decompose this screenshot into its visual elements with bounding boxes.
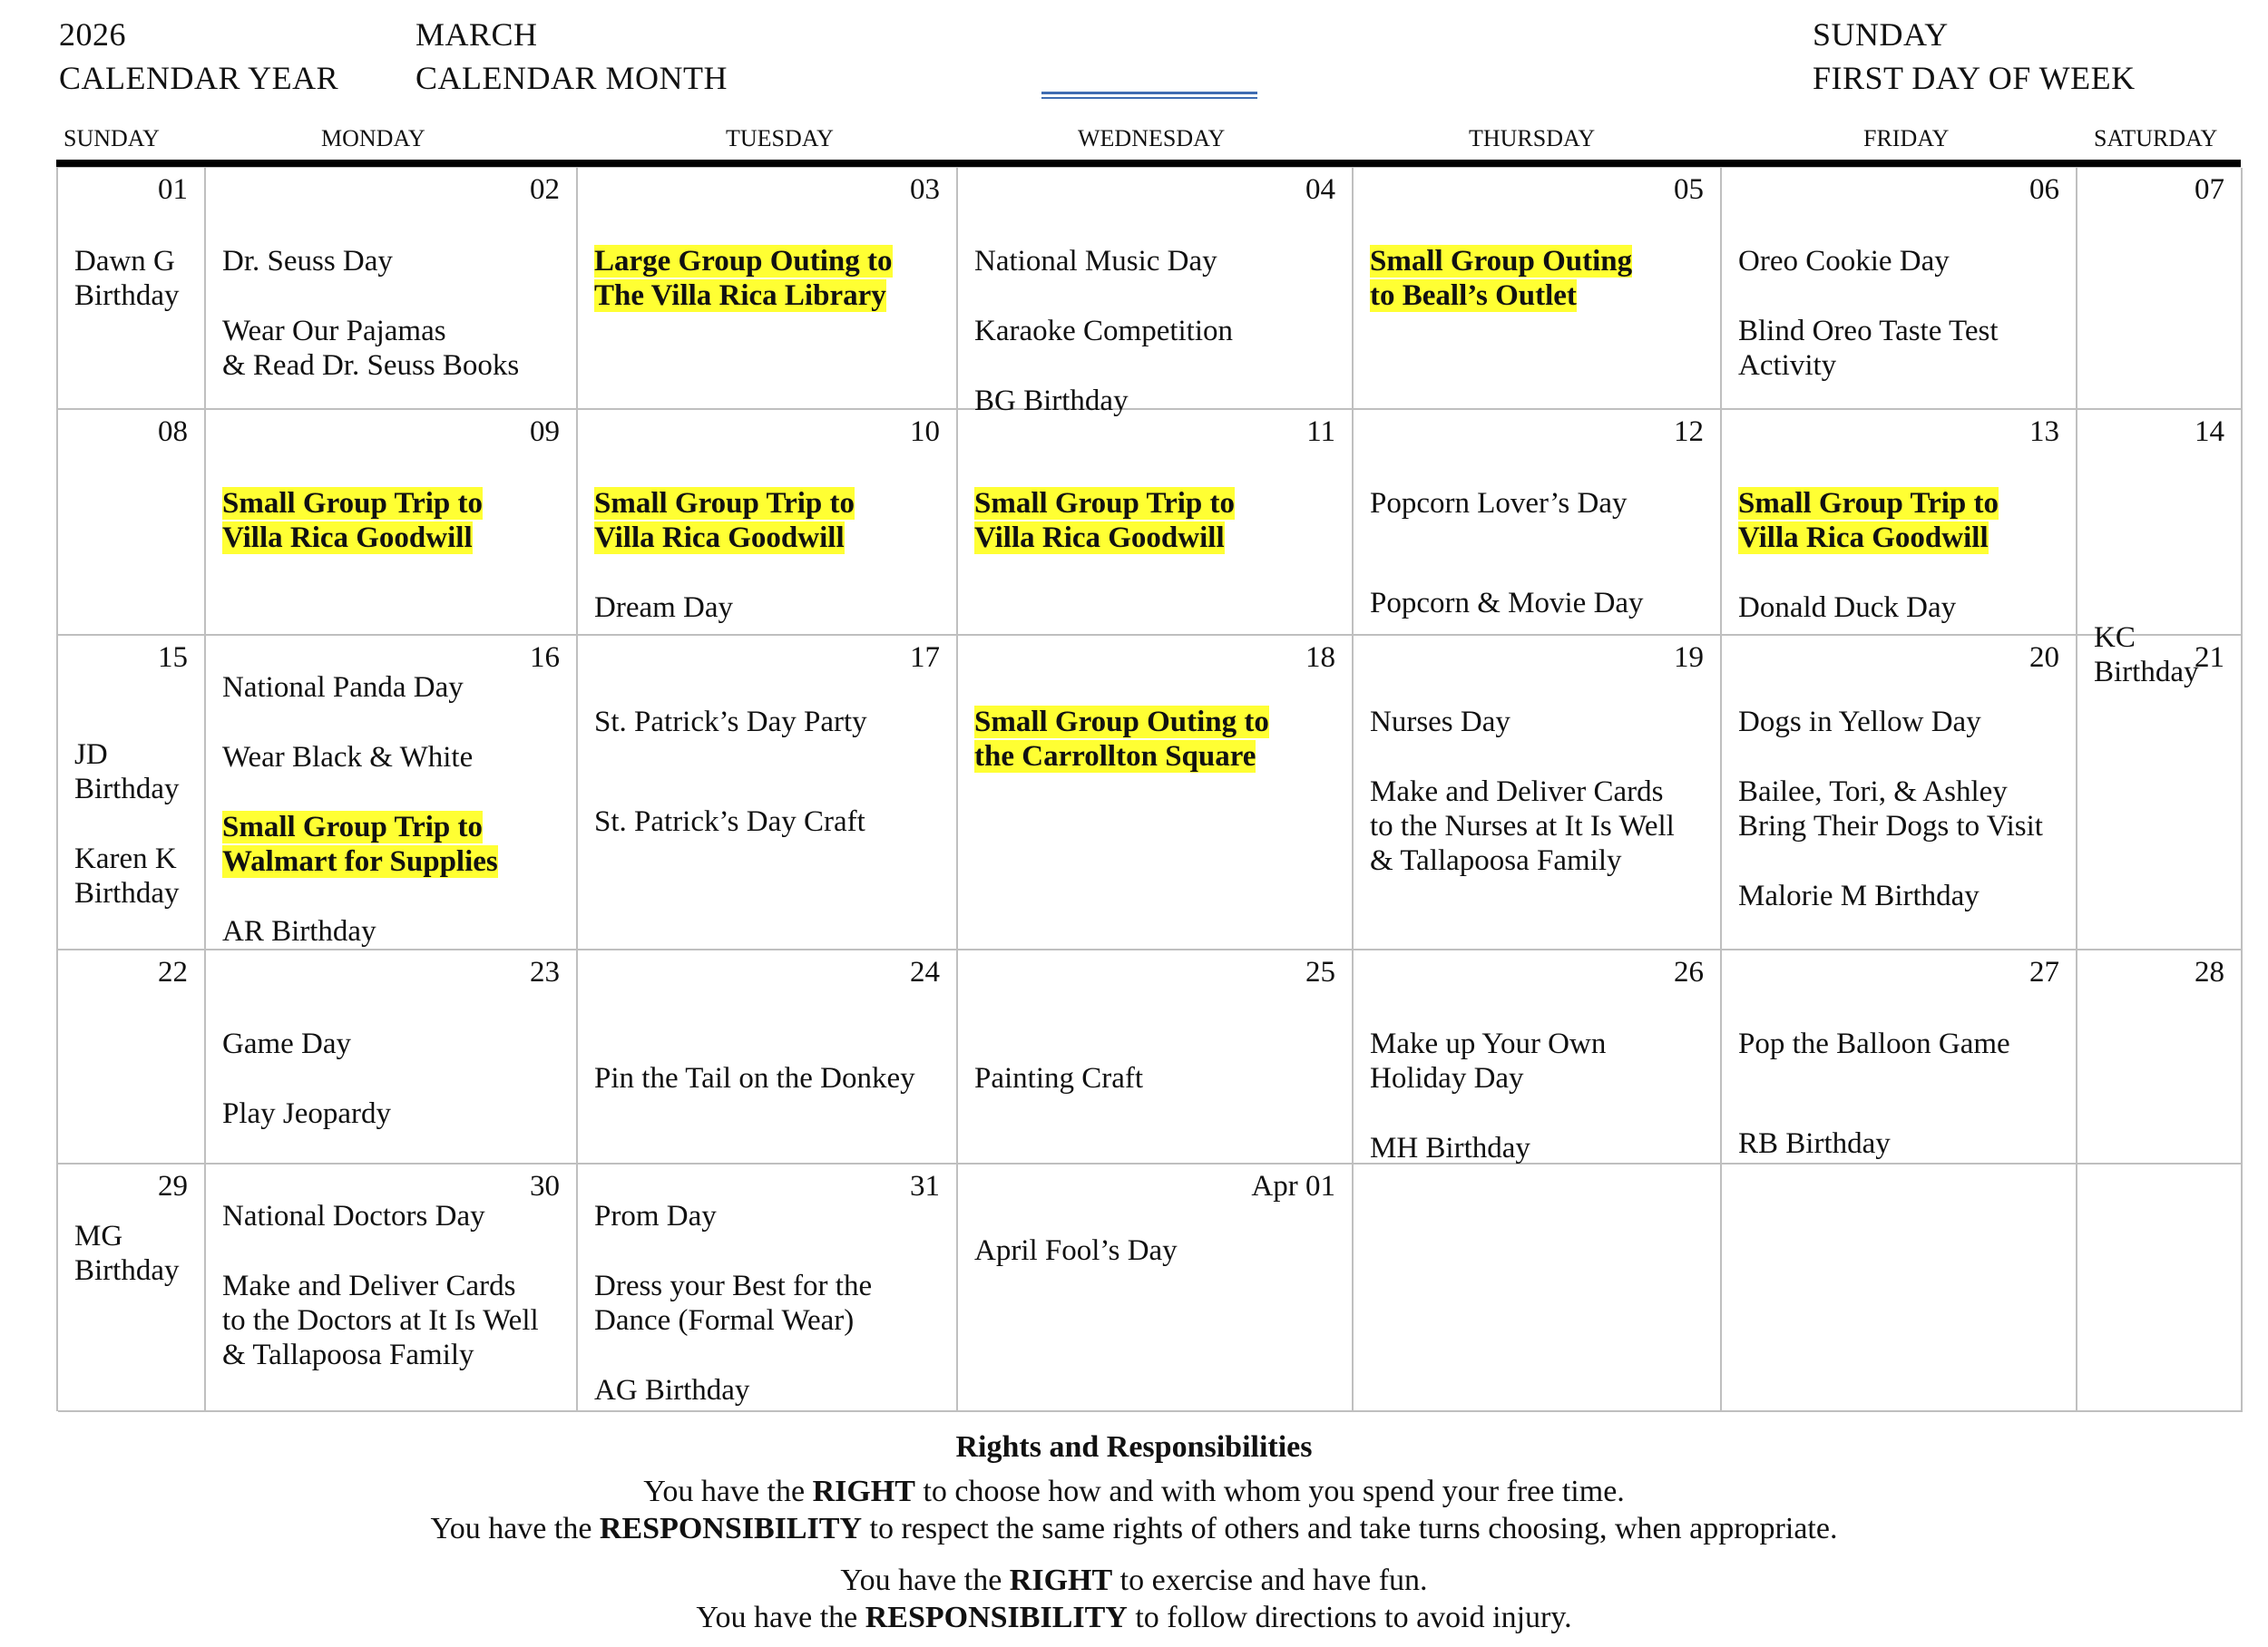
- month-label: CALENDAR MONTH: [415, 60, 728, 96]
- day-number: 30: [530, 1170, 560, 1203]
- event-text: Prom Day: [594, 1200, 717, 1233]
- year-value: 2026: [59, 16, 126, 53]
- day-events: [1370, 1027, 1711, 1165]
- event-text: Blind Oreo Taste Test Activity: [1738, 315, 1999, 382]
- event-text: JD Birthday: [74, 738, 180, 805]
- rights-line-text: to respect the same rights of others and take turns choosing, when appropriate.: [862, 1512, 1838, 1545]
- calendar-event: [222, 670, 567, 705]
- day-cell: [58, 636, 206, 950]
- calendar-event: [74, 842, 195, 911]
- day-number: 31: [910, 1170, 940, 1203]
- weekday-wednesday: WEDNESDAY: [1078, 125, 1226, 151]
- day-cell: [206, 168, 578, 410]
- event-text: Make and Deliver Cards to the Nurses at It Is Well & Tallapoosa Family: [1370, 775, 1675, 877]
- event-text: Karen K Birthday: [74, 843, 180, 910]
- event-text: Wear Our Pajamas & Read Dr. Seuss Books: [222, 315, 520, 382]
- day-events: [594, 1199, 947, 1408]
- day-number: 22: [158, 956, 188, 989]
- day-number: 19: [1674, 641, 1704, 674]
- day-cell: [958, 636, 1354, 950]
- calendar-event: [1370, 586, 1711, 620]
- event-text: Make up Your Own Holiday Day: [1370, 1028, 1607, 1095]
- day-number: 14: [2195, 415, 2224, 448]
- event-text: MG Birthday: [74, 1220, 180, 1287]
- event-text: Small Group Trip to Walmart for Supplies: [222, 811, 498, 878]
- day-number: 16: [530, 641, 560, 674]
- day-events: [594, 705, 947, 839]
- calendar-event: [222, 1096, 567, 1131]
- day-events: [974, 1061, 1343, 1096]
- event-text: AR Birthday: [222, 915, 376, 948]
- day-cell: [2077, 950, 2243, 1165]
- calendar-event: [974, 1061, 1343, 1096]
- responsibility-keyword: RESPONSIBILITY: [599, 1512, 863, 1545]
- day-number: 15: [158, 641, 188, 674]
- event-text: Dress your Best for the Dance (Formal Wear): [594, 1270, 873, 1337]
- event-text: Donald Duck Day: [1738, 591, 1957, 624]
- day-cell: [58, 410, 206, 636]
- day-number: 20: [2029, 641, 2059, 674]
- outing-event: [974, 705, 1343, 774]
- calendar-event: [222, 314, 567, 383]
- outing-event: [594, 486, 947, 555]
- day-events: [594, 244, 947, 313]
- event-text: April Fool’s Day: [974, 1234, 1178, 1267]
- calendar-event: [974, 314, 1343, 348]
- event-text: Oreo Cookie Day: [1738, 245, 1950, 278]
- calendar-event: [594, 1199, 947, 1233]
- day-number: 29: [158, 1170, 188, 1203]
- day-events: [74, 737, 195, 911]
- day-cell: [1722, 950, 2077, 1165]
- outing-event: [1370, 244, 1711, 313]
- calendar-event: [1738, 1027, 2067, 1061]
- first-day-label: FIRST DAY OF WEEK: [1813, 60, 2136, 96]
- event-text: National Doctors Day: [222, 1200, 485, 1233]
- day-cell: [2077, 1165, 2243, 1412]
- day-number: 26: [1674, 956, 1704, 989]
- day-cell: [578, 168, 958, 410]
- rights-keyword: RIGHT: [812, 1475, 915, 1508]
- calendar-event: [1370, 1027, 1711, 1096]
- day-cell: [578, 950, 958, 1165]
- event-text: Nurses Day: [1370, 706, 1510, 738]
- rights-line-text: You have the: [430, 1512, 600, 1545]
- calendar-event: [1738, 775, 2067, 843]
- outing-event: [974, 486, 1343, 555]
- calendar-event: [1738, 590, 2067, 625]
- event-text: KC Birthday: [2094, 621, 2199, 688]
- day-events: [1738, 1027, 2067, 1161]
- day-events: [222, 670, 567, 949]
- outing-event: [222, 486, 567, 555]
- responsibility-line: [0, 1599, 2268, 1636]
- day-cell: [1722, 410, 2077, 636]
- day-number: 10: [910, 415, 940, 448]
- event-text: Dogs in Yellow Day: [1738, 706, 1981, 738]
- day-number: 04: [1305, 173, 1335, 206]
- event-text: Small Group Trip to Villa Rica Goodwill: [222, 487, 483, 554]
- day-number: 24: [910, 956, 940, 989]
- calendar-event: [1738, 314, 2067, 383]
- event-text: Dream Day: [594, 591, 734, 624]
- day-events: [974, 705, 1343, 774]
- calendar-event: [974, 1233, 1343, 1268]
- event-text: Wear Black & White: [222, 741, 474, 774]
- calendar-event: [74, 244, 195, 313]
- event-text: Dawn G Birthday: [74, 245, 180, 312]
- calendar-event: [222, 1027, 567, 1061]
- event-text: Small Group Trip to Villa Rica Goodwill: [974, 487, 1235, 554]
- day-events: [222, 486, 567, 555]
- rights-line-text: to choose how and with whom you spend your free time.: [914, 1475, 1625, 1508]
- day-number: 01: [158, 173, 188, 206]
- event-text: Dr. Seuss Day: [222, 245, 393, 278]
- event-text: AG Birthday: [594, 1374, 750, 1407]
- calendar-event: [222, 740, 567, 775]
- day-events: [222, 1199, 567, 1372]
- calendar-event: [1370, 1131, 1711, 1165]
- day-number: Apr 01: [1251, 1170, 1335, 1203]
- day-cell: [2077, 168, 2243, 410]
- day-number: 11: [1306, 415, 1335, 448]
- day-cell: [578, 410, 958, 636]
- day-events: [594, 486, 947, 625]
- day-cell: [958, 168, 1354, 417]
- event-text: Bailee, Tori, & Ashley Bring Their Dogs to Visit: [1738, 775, 2043, 843]
- event-text: St. Patrick’s Day Party: [594, 706, 867, 738]
- rights-title: Rights and Responsibilities: [955, 1430, 1313, 1464]
- event-text: Pop the Balloon Game: [1738, 1028, 2010, 1060]
- day-number: 27: [2029, 956, 2059, 989]
- calendar-event: [974, 244, 1343, 278]
- calendar-event: [594, 590, 947, 625]
- day-cell: [578, 636, 958, 950]
- rights-line-text: You have the: [840, 1564, 1010, 1597]
- calendar-event: [594, 1061, 947, 1096]
- outing-event: [594, 244, 947, 313]
- weekday-monday: MONDAY: [321, 125, 425, 151]
- outing-event: [222, 810, 567, 879]
- day-cell: [1354, 410, 1722, 636]
- day-events: [1738, 705, 2067, 913]
- day-events: [1370, 486, 1711, 620]
- outing-event: [1738, 486, 2067, 555]
- calendar-event: [222, 1199, 567, 1233]
- day-cell: [958, 410, 1354, 636]
- day-cell: [1354, 168, 1722, 410]
- event-text: Pin the Tail on the Donkey: [594, 1062, 915, 1095]
- day-cell: [58, 1165, 206, 1412]
- event-text: St. Patrick’s Day Craft: [594, 805, 865, 838]
- calendar-event: [594, 1269, 947, 1338]
- day-number: 06: [2029, 173, 2059, 206]
- header-divider: [1041, 92, 1257, 99]
- weekday-sunday: SUNDAY: [64, 125, 160, 151]
- day-events: [974, 1233, 1343, 1268]
- day-cell: [1354, 1165, 1722, 1412]
- event-text: Popcorn & Movie Day: [1370, 587, 1644, 619]
- day-cell: [58, 168, 206, 410]
- day-cell: [1354, 950, 1722, 1165]
- event-text: Small Group Outing to the Carrollton Square: [974, 706, 1269, 773]
- month-value: MARCH: [415, 16, 538, 53]
- event-text: National Panda Day: [222, 671, 464, 704]
- calendar-event: [1738, 705, 2067, 739]
- calendar-event: [1370, 705, 1711, 739]
- day-events: [1370, 244, 1711, 313]
- day-number: 09: [530, 415, 560, 448]
- calendar-event: [1738, 879, 2067, 913]
- day-number: 28: [2195, 956, 2224, 989]
- first-day-block: [1813, 13, 2136, 100]
- rights-line-text: You have the: [696, 1601, 865, 1634]
- event-text: Painting Craft: [974, 1062, 1144, 1095]
- weekday-friday: FRIDAY: [1863, 125, 1950, 151]
- day-number: 21: [2195, 641, 2224, 674]
- calendar-top-rule: [56, 160, 2241, 167]
- calendar-event: [74, 737, 195, 806]
- calendar-event: [594, 1373, 947, 1408]
- rights-line: [0, 1562, 2268, 1599]
- day-number: 12: [1674, 415, 1704, 448]
- day-events: [1370, 705, 1711, 878]
- calendar-event: [222, 244, 567, 278]
- day-events: [222, 244, 567, 383]
- calendar-event: [1738, 1126, 2067, 1161]
- day-cell: [206, 950, 578, 1165]
- event-text: National Music Day: [974, 245, 1217, 278]
- rights-line-text: to exercise and have fun.: [1112, 1564, 1428, 1597]
- calendar-event: [1370, 486, 1711, 521]
- rights-line-text: You have the: [643, 1475, 813, 1508]
- year-label: CALENDAR YEAR: [59, 60, 339, 96]
- day-number: 13: [2029, 415, 2059, 448]
- weekday-thursday: THURSDAY: [1469, 125, 1596, 151]
- day-cell: [1722, 168, 2077, 410]
- day-cell: [206, 636, 578, 950]
- weekday-tuesday: TUESDAY: [726, 125, 834, 151]
- day-number: 23: [530, 956, 560, 989]
- event-text: Small Group Outing to Beall’s Outlet: [1370, 245, 1633, 312]
- day-cell: [1354, 636, 1722, 950]
- event-text: Popcorn Lover’s Day: [1370, 487, 1628, 520]
- day-cell: [578, 1165, 958, 1412]
- day-events: [222, 1027, 567, 1131]
- day-events: [74, 244, 195, 313]
- day-number: 02: [530, 173, 560, 206]
- rights-keyword: RIGHT: [1009, 1564, 1113, 1597]
- rights-line-text: to follow directions to avoid injury.: [1127, 1601, 1572, 1634]
- event-text: RB Birthday: [1738, 1127, 1891, 1160]
- event-text: MH Birthday: [1370, 1132, 1530, 1165]
- day-number: 18: [1305, 641, 1335, 674]
- calendar-event: [74, 1219, 195, 1288]
- event-text: Play Jeopardy: [222, 1097, 392, 1130]
- year-block: [59, 13, 338, 100]
- responsibility-keyword: RESPONSIBILITY: [865, 1601, 1128, 1634]
- event-text: Game Day: [222, 1028, 352, 1060]
- event-text: Small Group Trip to Villa Rica Goodwill: [594, 487, 855, 554]
- day-events: [1738, 244, 2067, 383]
- calendar-event: [222, 1269, 567, 1372]
- calendar-event: [222, 914, 567, 949]
- day-cell: [206, 1165, 578, 1412]
- rights-line: [0, 1473, 2268, 1510]
- day-number: 17: [910, 641, 940, 674]
- event-text: Make and Deliver Cards to the Doctors at It Is Well & Tallapoosa Family: [222, 1270, 539, 1371]
- day-cell: [958, 1165, 1354, 1412]
- calendar-event: [594, 804, 947, 839]
- day-number: 05: [1674, 173, 1704, 206]
- calendar-event: [594, 705, 947, 739]
- day-cell: [2077, 636, 2243, 950]
- calendar-event: [1370, 775, 1711, 878]
- day-events: [974, 486, 1343, 555]
- event-text: Small Group Trip to Villa Rica Goodwill: [1738, 487, 1999, 554]
- day-cell: [206, 410, 578, 636]
- day-cell: [958, 950, 1354, 1165]
- day-number: 08: [158, 415, 188, 448]
- responsibility-line: [0, 1510, 2268, 1547]
- first-day-value: SUNDAY: [1813, 16, 1949, 53]
- day-events: [74, 1219, 195, 1288]
- day-number: 07: [2195, 173, 2224, 206]
- day-number: 25: [1305, 956, 1335, 989]
- day-cell: [58, 950, 206, 1165]
- calendar-event: [1738, 244, 2067, 278]
- day-cell: [1722, 1165, 2077, 1412]
- day-events: [1738, 486, 2067, 625]
- month-block: [415, 13, 728, 100]
- day-number: 03: [910, 173, 940, 206]
- day-events: [974, 244, 1343, 418]
- day-events: [594, 1061, 947, 1096]
- event-text: Large Group Outing to The Villa Rica Library: [594, 245, 893, 312]
- day-cell: [1722, 636, 2077, 950]
- event-text: BG Birthday: [974, 385, 1129, 417]
- calendar-grid: [56, 167, 2241, 1411]
- event-text: Malorie M Birthday: [1738, 880, 1980, 912]
- event-text: Karaoke Competition: [974, 315, 1234, 347]
- weekday-saturday: SATURDAY: [2094, 125, 2218, 151]
